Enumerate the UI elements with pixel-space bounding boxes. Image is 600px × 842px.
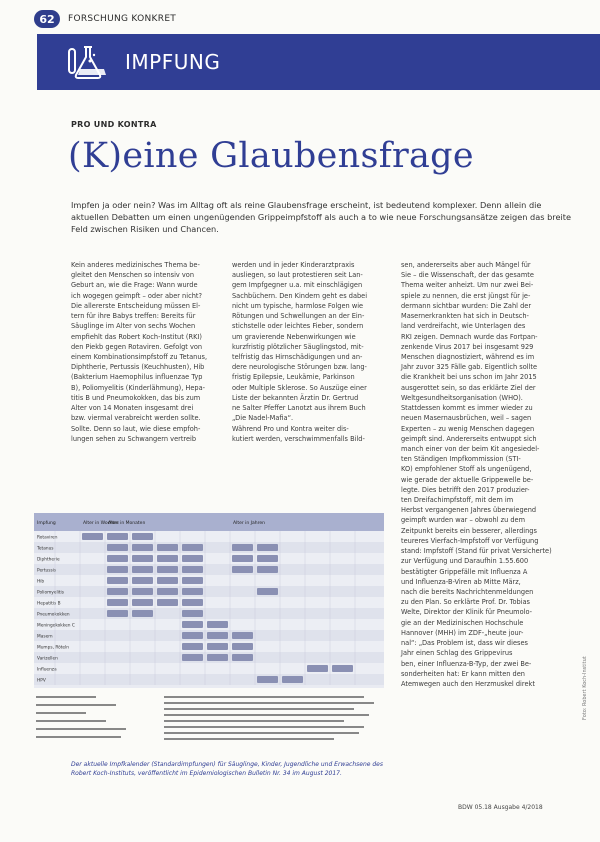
table-row-label: Pneumokokken (37, 612, 70, 618)
table-cell-mark (132, 544, 153, 551)
vaccination-table-graphic (34, 513, 384, 688)
table-cell-mark (107, 577, 128, 584)
table-cell-mark (107, 544, 128, 551)
table-row-label: Varizellen (37, 656, 58, 662)
table-cell-mark (182, 566, 203, 573)
table-header-cell: Alter in Jahren (233, 521, 265, 526)
table-row-label: Poliomyelitis (37, 590, 64, 596)
table-cell-mark (107, 610, 128, 617)
table-cell-mark (282, 676, 303, 683)
table-cell-mark (107, 533, 128, 540)
table-cell-mark (132, 533, 153, 540)
table-cell-mark (82, 533, 103, 540)
page-footer: BDW 05.18 Ausgabe 4/2018 (458, 804, 543, 811)
table-row (34, 542, 384, 553)
table-row-label: Meningokokken C (37, 623, 75, 629)
table-row-label: Influenza (37, 667, 57, 673)
table-cell-mark (232, 544, 253, 551)
banner-title: IMPFUNG (125, 50, 221, 74)
table-row-label: Mumps, Röteln (37, 645, 69, 651)
table-cell-mark (182, 654, 203, 661)
table-cell-mark (257, 676, 278, 683)
table-cell-mark (132, 555, 153, 562)
table-row-label: Hepatitis B (37, 601, 61, 607)
article-title: (K)eine Glaubensfrage (68, 136, 474, 176)
table-cell-mark (232, 555, 253, 562)
table-row-label: Pertussis (37, 568, 57, 574)
table-cell-mark (157, 588, 178, 595)
table-cell-mark (257, 544, 278, 551)
table-cell-mark (207, 632, 228, 639)
table-cell-mark (132, 577, 153, 584)
table-row-label: Diphtherie (37, 557, 60, 563)
body-column-2: werden und in jeder Kinderarztpraxis ausliegen, so laut protestieren seit Lan- gem Impfgegner u.a. mit einschlägigen Sachbüchern. Den Kindern geht es dabei nicht um typische, harmlose Folgen wie Rötungen und Schwellungen an der Ein- stichstelle oder leichtes Fieber, sondern um gravierende Nebenwirkungen wie kurzfristig plötzlicher Säuglingstod, mit- telfristig das Hirnschädigungen und an- dere neurologische Störungen bzw. lang- fristig Epilepsie, Leukämie, Parkinson oder Multiple Sklerose. So Auszüge einer Liste der bekannten Ärztin Dr. Gertrud ne Salter Pfeffer Lanotzt aus ihrem Buch „Die Nadel-Mafia“. Während Pro und Kontra weiter dis- kutiert werden, verschwimmenfalls Bild- (232, 261, 368, 443)
table-cell-mark (157, 555, 178, 562)
table-row-label: Rotaviren (37, 535, 58, 541)
table-cell-mark (332, 665, 353, 672)
table-row (34, 575, 384, 586)
table-cell-mark (157, 566, 178, 573)
body-column-3: sen, andererseits aber auch Mängel für Sie – die Wissenschaft, der das gesamte Thema weiter anheizt. Um nur zwei Bei- spiele zu nennen, die erst jüngst für je- dermann sichtbar wurden: Die Zahl der Masernerkrankten hat sich in Deutsch- land verdreifacht, wie Unterlagen des RKI zeigen. Demnach wurde das Fortpan- zenkende Virus 2017 bei insgesamt 929 Menschen diagnostiziert, während es im Jahr zuvor 325 Fälle gab. Eigentlich sollte die Krankheit bei uns schon im Jahr 2015 ausgerottet sein, so das erklärte Ziel der Weltgesundheitsorganisation (WHO). Stattdessen kommt es immer wieder zu neuen Masernausbrüchen, weil – sagen Experten – zu wenig Menschen dagegen geimpft sind. Andererseits entwuppt sich manch einer von der beim Kit angesiedel- ten Ständigen Impfkommission (STI- KO) empfohlener Stoff als ungenügend, wie gerade der aktuelle Grippewelle be- legte. Dies betrifft den 2017 produzier- ten Dreifachimpfstoff, mit dem im Herbst vergangenen Jahres überwiegend geimpft wurden war – obwohl zu dem Zeitpunkt bereits ein besserer, allerdings teureres Vierfach-Impfstoff vor Verfügung stand: Impfstoff (Stand für privat Versicherte) zur Verfügung und Daraufhin 1.55.600 bestätigter Grippefälle mit Influenza A und Influenza-B-Viren ab Mitte März, nach die bereits Nachrichtenmeldungen zu den Plan. So erklärte Prof. Dr. Tobias Welte, Direktor der Klinik für Pneumolo- gie an der Medizinischen Hochschule Hannover (MHH) im ZDF-„heute jour- nal“: „Das Problem ist, dass wir dieses Jahr einen Schlag des Grippevirus ben, einer Influenza-B-Typ, der zwei Be- sonderheiten hat: Er kann mitten den Atemwegen auch den Herzmuskel direkt (401, 261, 552, 688)
section-banner (37, 34, 600, 90)
table-header-cell: Alter in Monaten (108, 521, 146, 526)
table-legend (34, 692, 384, 750)
table-cell-mark (207, 654, 228, 661)
table-cell-mark (107, 555, 128, 562)
table-cell-mark (132, 566, 153, 573)
table-cell-mark (182, 599, 203, 606)
table-header-cell: Alter in Wochen (83, 521, 119, 526)
section-kicker: FORSCHUNG KONKRET (68, 14, 177, 24)
table-cell-mark (132, 588, 153, 595)
table-cell-mark (182, 643, 203, 650)
table-row-label: Hib (37, 579, 45, 585)
article-kicker: PRO UND KONTRA (71, 120, 157, 129)
table-cell-mark (107, 599, 128, 606)
table-header-cell: Impfung (37, 521, 56, 526)
table-row (34, 608, 384, 619)
table-cell-mark (157, 577, 178, 584)
table-row-label: HPV (37, 678, 46, 684)
page-number: 62 (34, 10, 60, 28)
table-cell-mark (107, 588, 128, 595)
table-cell-mark (257, 566, 278, 573)
table-row-label: Tetanus (37, 546, 54, 552)
table-cell-mark (257, 588, 278, 595)
table-row (34, 674, 384, 685)
table-cell-mark (182, 544, 203, 551)
running-header (34, 8, 600, 30)
table-row-label: Masern (37, 634, 53, 640)
table-cell-mark (182, 555, 203, 562)
table-cell-mark (182, 610, 203, 617)
table-cell-mark (207, 621, 228, 628)
table-cell-mark (232, 566, 253, 573)
table-cell-mark (182, 632, 203, 639)
figure-caption: Der aktuelle Impfkalender (Standardimpfungen) für Säuglinge, Kinder, Jugendliche und Erwachsene des Robert Koch-Instituts, veröffentlicht im Epidemiologischen Bulletin Nr. 34 im August 2017. (71, 761, 383, 777)
table-cell-mark (157, 599, 178, 606)
table-cell-mark (257, 555, 278, 562)
table-cell-mark (182, 621, 203, 628)
table-cell-mark (132, 599, 153, 606)
table-cell-mark (107, 566, 128, 573)
table-cell-mark (157, 544, 178, 551)
table-cell-mark (232, 643, 253, 650)
table-row (34, 564, 384, 575)
table-row (34, 586, 384, 597)
lab-flask-icon (57, 34, 113, 90)
table-row (34, 597, 384, 608)
vaccination-calendar-table (34, 513, 384, 688)
article-lead: Impfen ja oder nein? Was im Alltag oft als reine Glaubensfrage erscheint, ist bedeutend komplexer. Denn allein die aktuellen Debatten um einen ungenügenden Grippeimpfstoff als auch a to wie neue Forschungsansätze zeigen das breite Feld zwischen Risiken und Chancen. (71, 200, 572, 234)
table-row (34, 663, 384, 674)
table-cell-mark (207, 643, 228, 650)
body-column-1: Kein anderes medizinisches Thema be- gleitet den Menschen so intensiv von Geburt an, wie die Frage: Wann wurde ich wogegen geimpft – oder aber nicht? Die allererste Entscheidung müssen El- tern für ihre Babys treffen: Bereits für Säuglinge im Alter von sechs Wochen empfiehlt das Robert Koch-Institut (RKI) den Piekb gegen Rotaviren. Gefolgt von einem Kombinationsimpfstoff zu Tetanus, Diphtherie, Pertussis (Keuchhusten), Hib (Bakterium Haemophilus influenzae Typ B), Poliomyelitis (Kinderlähmung), Hepa- titis B und Pneumokokken, das bis zum Alter von 14 Monaten insgesamt drei bzw. viermal verabreicht werden sollte. Sollte. Denn so laut, wie diese empfoh- lungen sehen zu Schwangern vertreib (71, 261, 208, 443)
table-cell-mark (182, 588, 203, 595)
table-cell-mark (232, 632, 253, 639)
table-cell-mark (307, 665, 328, 672)
table-row (34, 553, 384, 564)
table-cell-mark (232, 654, 253, 661)
table-cell-mark (182, 577, 203, 584)
table-cell-mark (132, 610, 153, 617)
photo-credit: Foto: Robert Koch-Institut (582, 656, 588, 720)
